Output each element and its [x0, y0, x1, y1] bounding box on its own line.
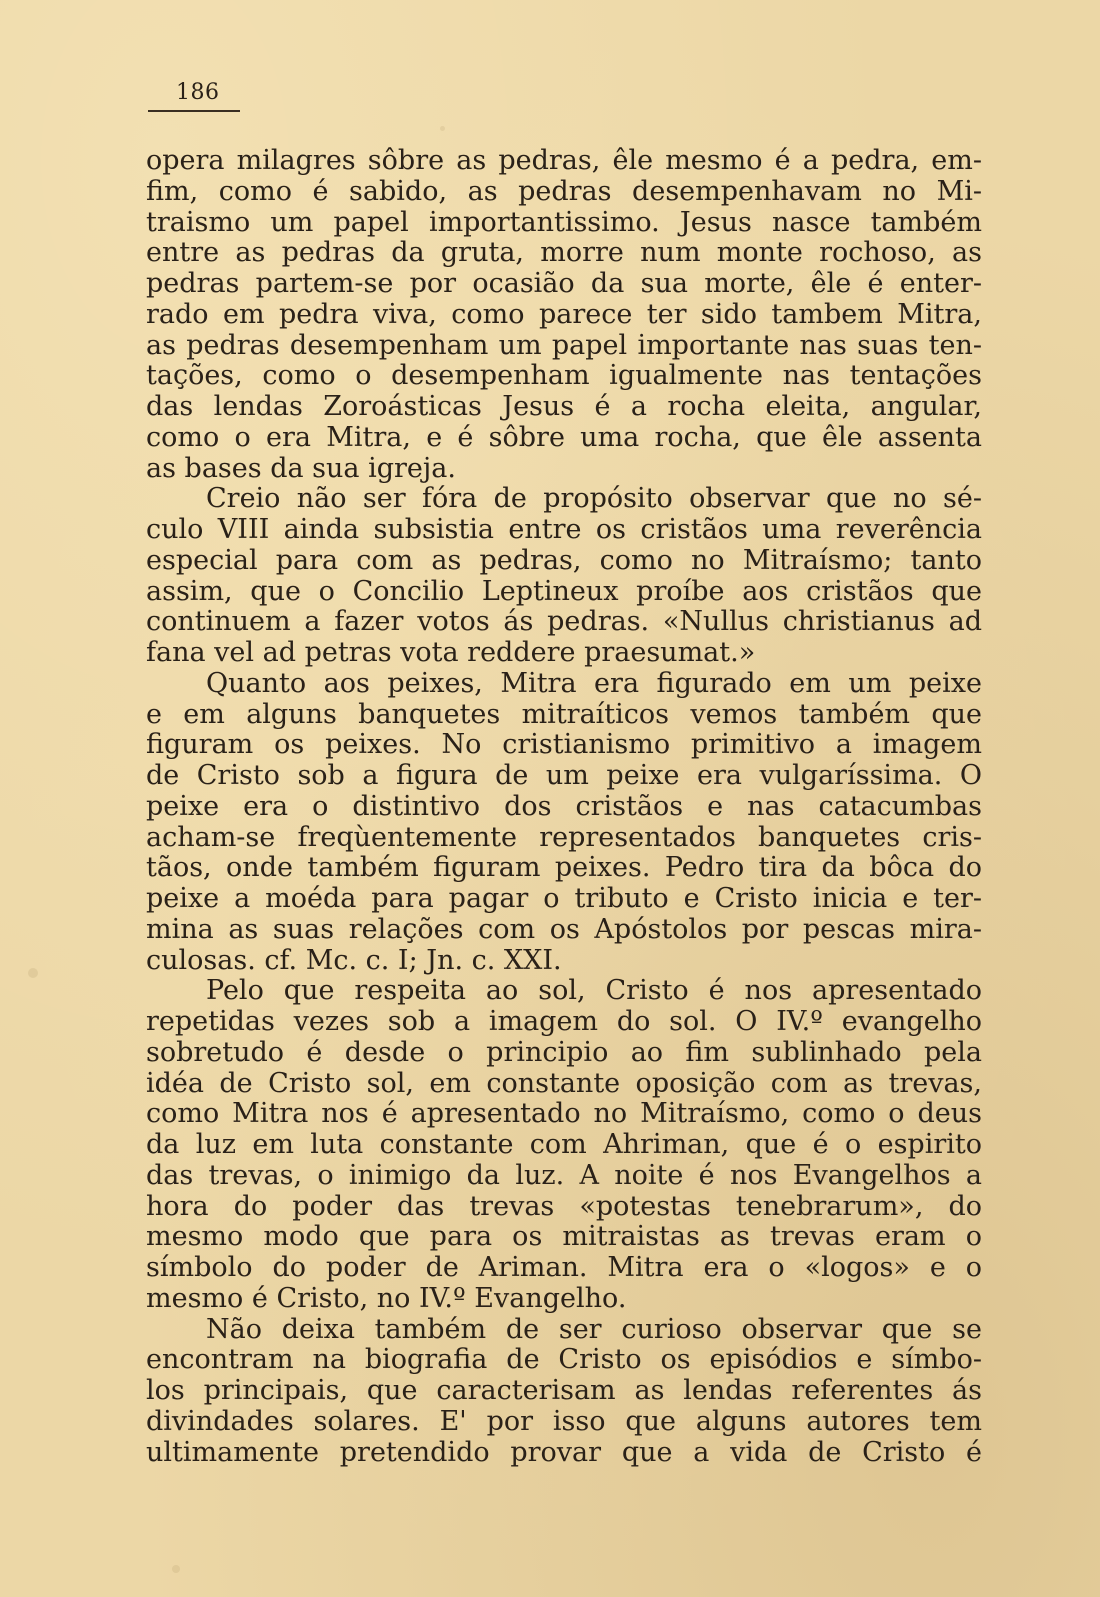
- text-line: mina as suas relações com os Apóstolos por pescas mira-: [146, 914, 982, 945]
- body-text: [146, 146, 982, 1468]
- text-line: idéa de Cristo sol, em constante oposição com as trevas,: [146, 1068, 982, 1099]
- text-line: los principais, que caracterisam as lendas referentes ás: [146, 1376, 982, 1406]
- paragraph-first-line: Quanto aos peixes, Mitra era figurado em um peixe: [206, 668, 982, 699]
- text-line: e em alguns banquetes mitraíticos vemos também que: [146, 699, 982, 730]
- text-line: acham-se freqùentemente representados banquetes cris-: [146, 822, 982, 853]
- text-line: pedras partem-se por ocasião da sua morte, êle é enter-: [146, 269, 982, 299]
- text-line: especial para com as pedras, como no Mitraísmo; tanto: [146, 545, 982, 576]
- paper-spot: [172, 1565, 180, 1573]
- text-line: entre as pedras da gruta, morre num monte rochoso, as: [146, 238, 982, 269]
- text-line: como o era Mitra, e é sôbre uma rocha, que êle assenta: [146, 422, 982, 453]
- text-line: como Mitra nos é apresentado no Mitraísmo, como o deus: [146, 1099, 982, 1130]
- text-line: figuram os peixes. No cristianismo primitivo a imagem: [146, 730, 982, 761]
- text-line: tações, como o desempenham igualmente nas tentações: [146, 361, 982, 392]
- text-line: repetidas vezes sob a imagem do sol. O IV.º evangelho: [146, 1007, 982, 1037]
- text-line: símbolo do poder de Ariman. Mitra era o «logos» e o: [146, 1253, 982, 1283]
- text-line: das lendas Zoroásticas Jesus é a rocha eleita, angular,: [146, 392, 982, 422]
- text-line: tãos, onde também figuram peixes. Pedro tira da bôca do: [146, 853, 982, 884]
- text-line: traismo um papel importantissimo. Jesus nasce também: [146, 207, 982, 238]
- text-line: hora do poder das trevas «potestas tenebrarum», do: [146, 1191, 982, 1222]
- text-line: peixe a moéda para pagar o tributo e Cristo inicia e ter-: [146, 884, 982, 914]
- text-line: as pedras desempenham um papel importante nas suas ten-: [146, 330, 982, 361]
- text-line: culosas. cf. Mc. c. I; Jn. c. XXI.: [146, 945, 562, 976]
- page-header: [148, 80, 240, 112]
- text-line: das trevas, o inimigo da luz. A noite é nos Evangelhos a: [146, 1160, 982, 1191]
- text-line: fim, como é sabido, as pedras desempenhavam no Mi-: [146, 176, 982, 207]
- text-line: continuem a fazer votos ás pedras. «Nullus christianus ad: [146, 607, 982, 638]
- text-line: opera milagres sôbre as pedras, êle mesmo é a pedra, em-: [146, 146, 982, 176]
- text-line: divindades solares. E' por isso que alguns autores tem: [146, 1406, 982, 1437]
- page-number: 186: [176, 80, 220, 105]
- text-line: ultimamente pretendido provar que a vida de Cristo é: [146, 1437, 982, 1468]
- text-line: assim, que o Concilio Leptineux proíbe aos cristãos que: [146, 576, 982, 607]
- text-line: da luz em luta constante com Ahriman, que é o espirito: [146, 1130, 982, 1160]
- text-line: de Cristo sob a figura de um peixe era vulgaríssima. O: [146, 761, 982, 791]
- paragraph-first-line: Creio não ser fóra de propósito observar que no sé-: [206, 484, 982, 515]
- paper-spot: [440, 126, 445, 131]
- paragraph-first-line: Pelo que respeita ao sol, Cristo é nos apresentado: [206, 976, 982, 1007]
- text-line: encontram na biografia de Cristo os episódios e símbo-: [146, 1345, 982, 1376]
- paragraph-first-line: Não deixa também de ser curioso observar que se: [206, 1314, 982, 1345]
- text-line: peixe era o distintivo dos cristãos e nas catacumbas: [146, 791, 982, 822]
- text-line: rado em pedra viva, como parece ter sido tambem Mitra,: [146, 299, 982, 330]
- text-line: mesmo modo que para os mitraistas as trevas eram o: [146, 1222, 982, 1253]
- text-line: fana vel ad petras vota reddere praesumat.»: [146, 638, 756, 668]
- text-line: culo VIII ainda subsistia entre os cristãos uma reverência: [146, 515, 982, 545]
- paper-spot: [28, 968, 38, 978]
- text-line: mesmo é Cristo, no IV.º Evangelho.: [146, 1283, 627, 1314]
- text-line: sobretudo é desde o principio ao fim sublinhado pela: [146, 1037, 982, 1068]
- text-line: as bases da sua igreja.: [146, 453, 456, 484]
